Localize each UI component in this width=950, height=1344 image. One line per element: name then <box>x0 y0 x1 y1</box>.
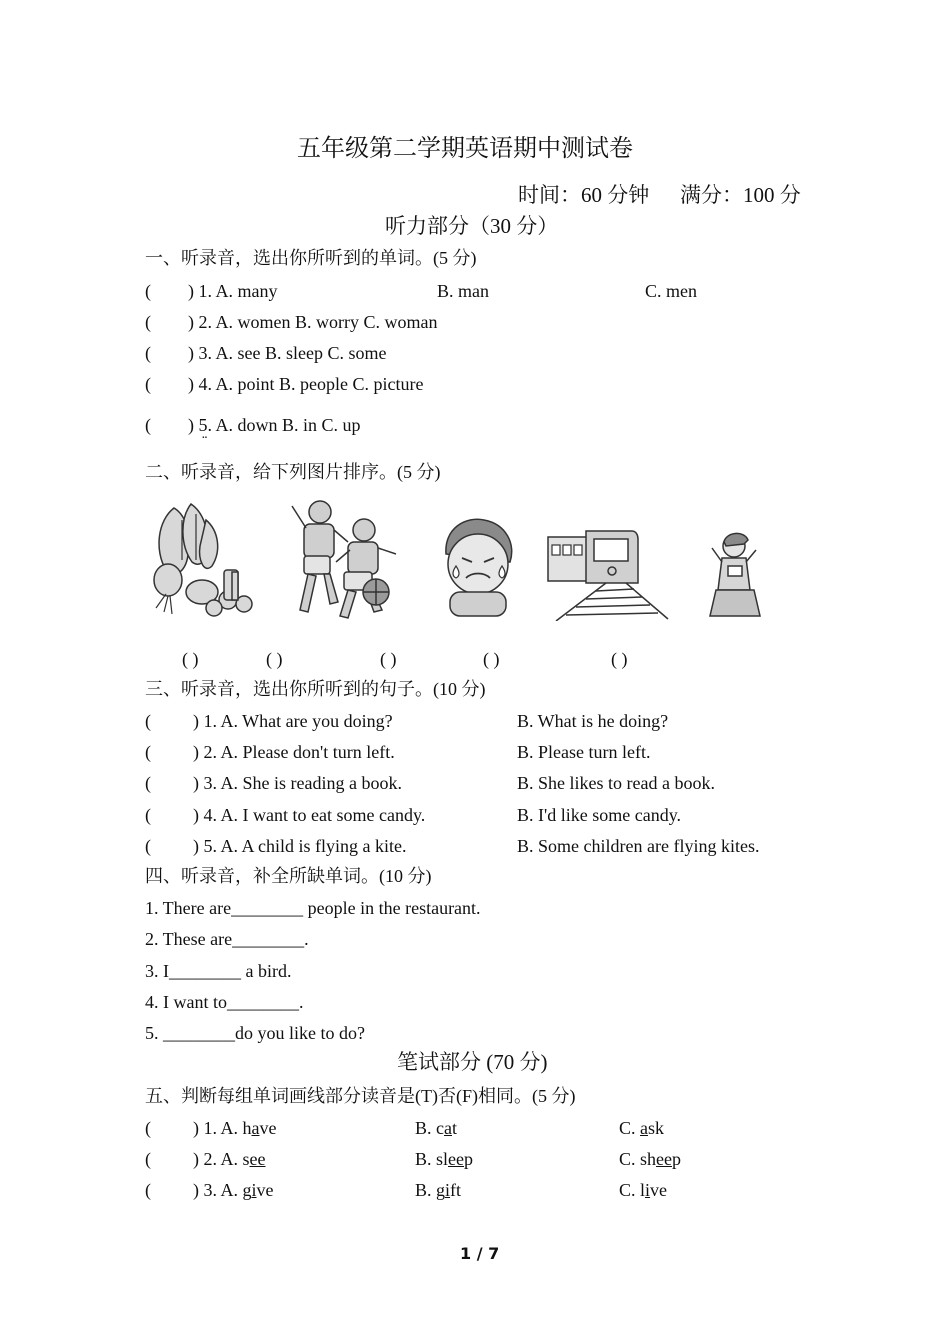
order-blank-2[interactable]: ( ) <box>266 649 283 669</box>
crying-child-picture <box>436 514 522 620</box>
writing-heading: 笔试部分 (70 分) <box>397 1050 548 1074</box>
part4-heading: 四、听录音，补全所缺单词。(10 分) <box>145 866 432 886</box>
part5-heading: 五、判断每组单词画线部分读音是(T)否(F)相同。(5 分) <box>145 1086 576 1106</box>
part1-q2: ) 2. A. women B. worry C. woman <box>188 312 438 332</box>
part1-q3: ) 3. A. see B. sleep C. some <box>188 343 387 363</box>
part5-q3-option-a: ) 3. A. give <box>193 1180 274 1200</box>
part5-q2-option-b: B. sleep <box>415 1149 473 1169</box>
part3-q1-option-b: B. What is he doing? <box>517 711 669 731</box>
boys-playing-basketball-picture <box>282 492 406 620</box>
part5-q1-option-b: B. cat <box>415 1118 458 1138</box>
part5-q2-option-a: ) 2. A. see <box>193 1149 266 1169</box>
vegetables-picture <box>146 500 258 622</box>
part5-q3-option-c: C. live <box>619 1180 668 1200</box>
part5-q1-option-a: ) 1. A. have <box>193 1118 277 1138</box>
order-blank-5[interactable]: ( ) <box>611 649 628 669</box>
part3-q4-option-b: B. I'd like some candy. <box>517 805 682 825</box>
order-blank-3[interactable]: ( ) <box>380 649 397 669</box>
part3-q5-option-b: B. Some children are flying kites. <box>517 836 760 856</box>
part1-q1-option-c: C. men <box>645 281 697 301</box>
part2-heading: 二、听录音，给下列图片排序。(5 分) <box>145 462 441 482</box>
part1-heading: 一、听录音，选出你所听到的单词。(5 分) <box>145 248 477 268</box>
answer-bracket[interactable]: ( <box>145 312 151 332</box>
page-number: 1 / 7 <box>460 1244 500 1263</box>
part3-q4-option-a: ) 4. A. I want to eat some candy. <box>193 805 426 825</box>
page-title: 五年级第二学期英语期中测试卷 <box>297 136 633 162</box>
train-picture <box>546 527 670 621</box>
exam-score: 满分：100 分 <box>680 183 801 207</box>
part3-q2-option-a: ) 2. A. Please don't turn left. <box>193 742 395 762</box>
part3-q3-option-b: B. She likes to read a book. <box>517 773 715 793</box>
answer-bracket[interactable]: ( <box>145 1149 151 1169</box>
answer-bracket[interactable]: ( <box>145 711 151 731</box>
part3-q2-option-b: B. Please turn left. <box>517 742 651 762</box>
part1-q1-option-a: ) 1. A. many <box>188 281 278 301</box>
part5-q3-option-b: B. gift <box>415 1180 462 1200</box>
fill-blank-item[interactable]: 4. I want to________. <box>145 992 304 1012</box>
answer-bracket[interactable]: ( <box>145 773 151 793</box>
part3-q1-option-a: ) 1. A. What are you doing? <box>193 711 393 731</box>
fill-blank-item[interactable]: 2. These are________. <box>145 929 309 949</box>
answer-bracket[interactable]: ( <box>145 805 151 825</box>
fill-blank-item[interactable]: 3. I________ a bird. <box>145 961 292 981</box>
answer-bracket[interactable]: ( <box>145 343 151 363</box>
part3-heading: 三、听录音，选出你所听到的句子。(10 分) <box>145 679 486 699</box>
answer-bracket[interactable]: ( <box>145 1180 151 1200</box>
part1-q4: ) 4. A. point B. people C. picture <box>188 374 424 394</box>
answer-bracket[interactable]: ( <box>145 742 151 762</box>
exam-time: 时间：60 分钟 <box>518 183 650 207</box>
part3-q5-option-a: ) 5. A. A child is flying a kite. <box>193 836 407 856</box>
listening-heading: 听力部分（30 分） <box>385 214 559 238</box>
answer-bracket[interactable]: ( <box>145 836 151 856</box>
order-blank-4[interactable]: ( ) <box>483 649 500 669</box>
part1-q1-option-b: B. man <box>437 281 489 301</box>
answer-bracket[interactable]: ( <box>145 374 151 394</box>
part3-q3-option-a: ) 3. A. She is reading a book. <box>193 773 402 793</box>
answer-bracket[interactable]: ( <box>145 415 151 435</box>
fill-blank-item[interactable]: 1. There are________ people in the restaurant. <box>145 898 481 918</box>
fill-blank-item[interactable]: 5. ________do you like to do? <box>145 1023 365 1043</box>
answer-bracket[interactable]: ( <box>145 1118 151 1138</box>
kneeling-girl-picture <box>706 530 766 620</box>
part5-q1-option-c: C. ask <box>619 1118 665 1138</box>
part1-q5: ) 5. A. down B. in C. up <box>188 415 361 435</box>
part5-q2-option-c: C. sheep <box>619 1149 681 1169</box>
emphasis-dots: ·· <box>201 431 207 446</box>
order-blank-1[interactable]: ( ) <box>182 649 199 669</box>
answer-bracket[interactable]: ( <box>145 281 151 301</box>
